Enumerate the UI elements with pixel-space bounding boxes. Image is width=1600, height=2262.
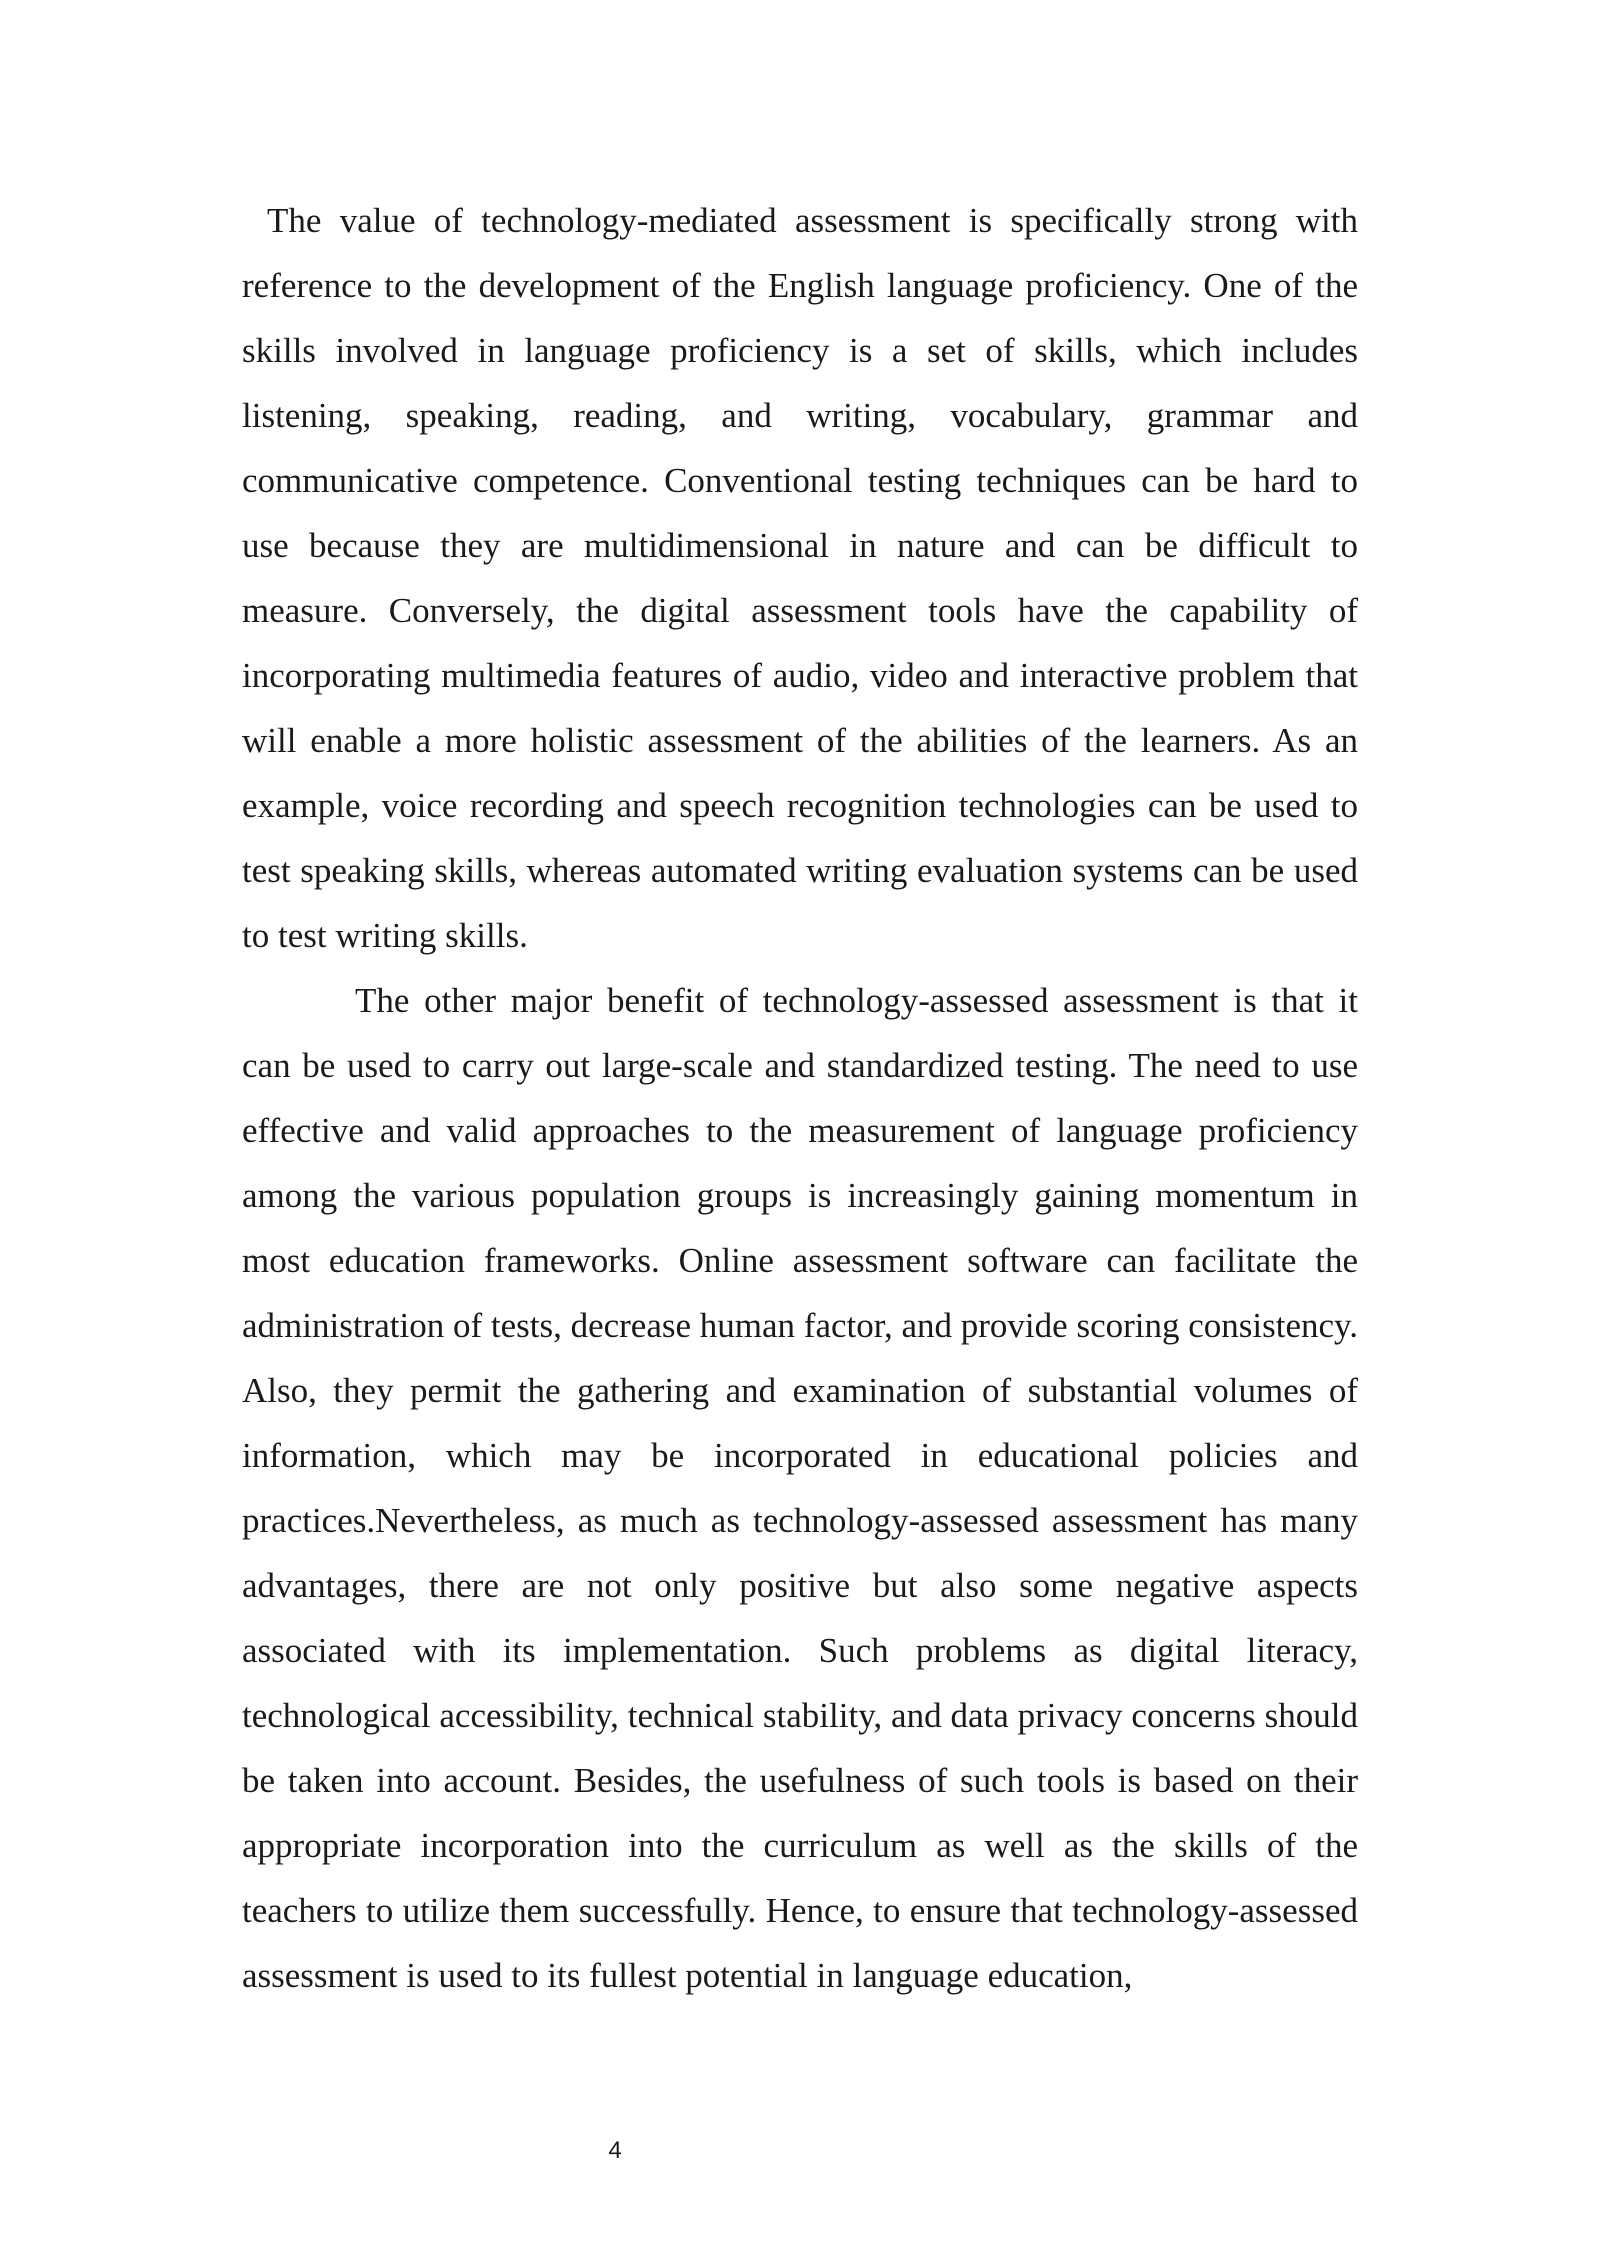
body-text xyxy=(242,188,1358,2008)
paragraph-1: The value of technology-mediated assessment is specifically strong with reference to the development of the English language proficiency. One of the skills involved in language proficiency is a set of skills, which includes listening, speaking, reading, and writing, vocabulary, grammar and communicative competence. Conventional testing techniques can be hard to use because they are multidimensional in nature and can be difficult to measure. Conversely, the digital assessment tools have the capability of incorporating multimedia features of audio, video and interactive problem that will enable a more holistic assessment of the abilities of the learners. As an example, voice recording and speech recognition technologies can be used to test speaking skills, whereas automated writing evaluation systems can be used to test writing skills. xyxy=(242,201,1358,955)
page-number: 4 xyxy=(608,2137,622,2164)
paragraph-2: The other major benefit of technology-assessed assessment is that it can be used to carry out large-scale and standardized testing. The need to use effective and valid approaches to the measurement of language proficiency among the various population groups is increasingly gaining momentum in most education frameworks. Online assessment software can facilitate the administration of tests, decrease human factor, and provide scoring consistency. Also, they permit the gathering and examination of substantial volumes of information, which may be incorporated in educational policies and practices.Nevertheless, as much as technology-assessed assessment has many advantages, there are not only positive but also some negative aspects associated with its implementation. Such problems as digital literacy, technological accessibility, technical stability, and data privacy concerns should be taken into account. Besides, the usefulness of such tools is based on their appropriate incorporation into the curriculum as well as the skills of the teachers to utilize them successfully. Hence, to ensure that technology-assessed assessment is used to its fullest potential in language education, xyxy=(242,981,1358,1995)
